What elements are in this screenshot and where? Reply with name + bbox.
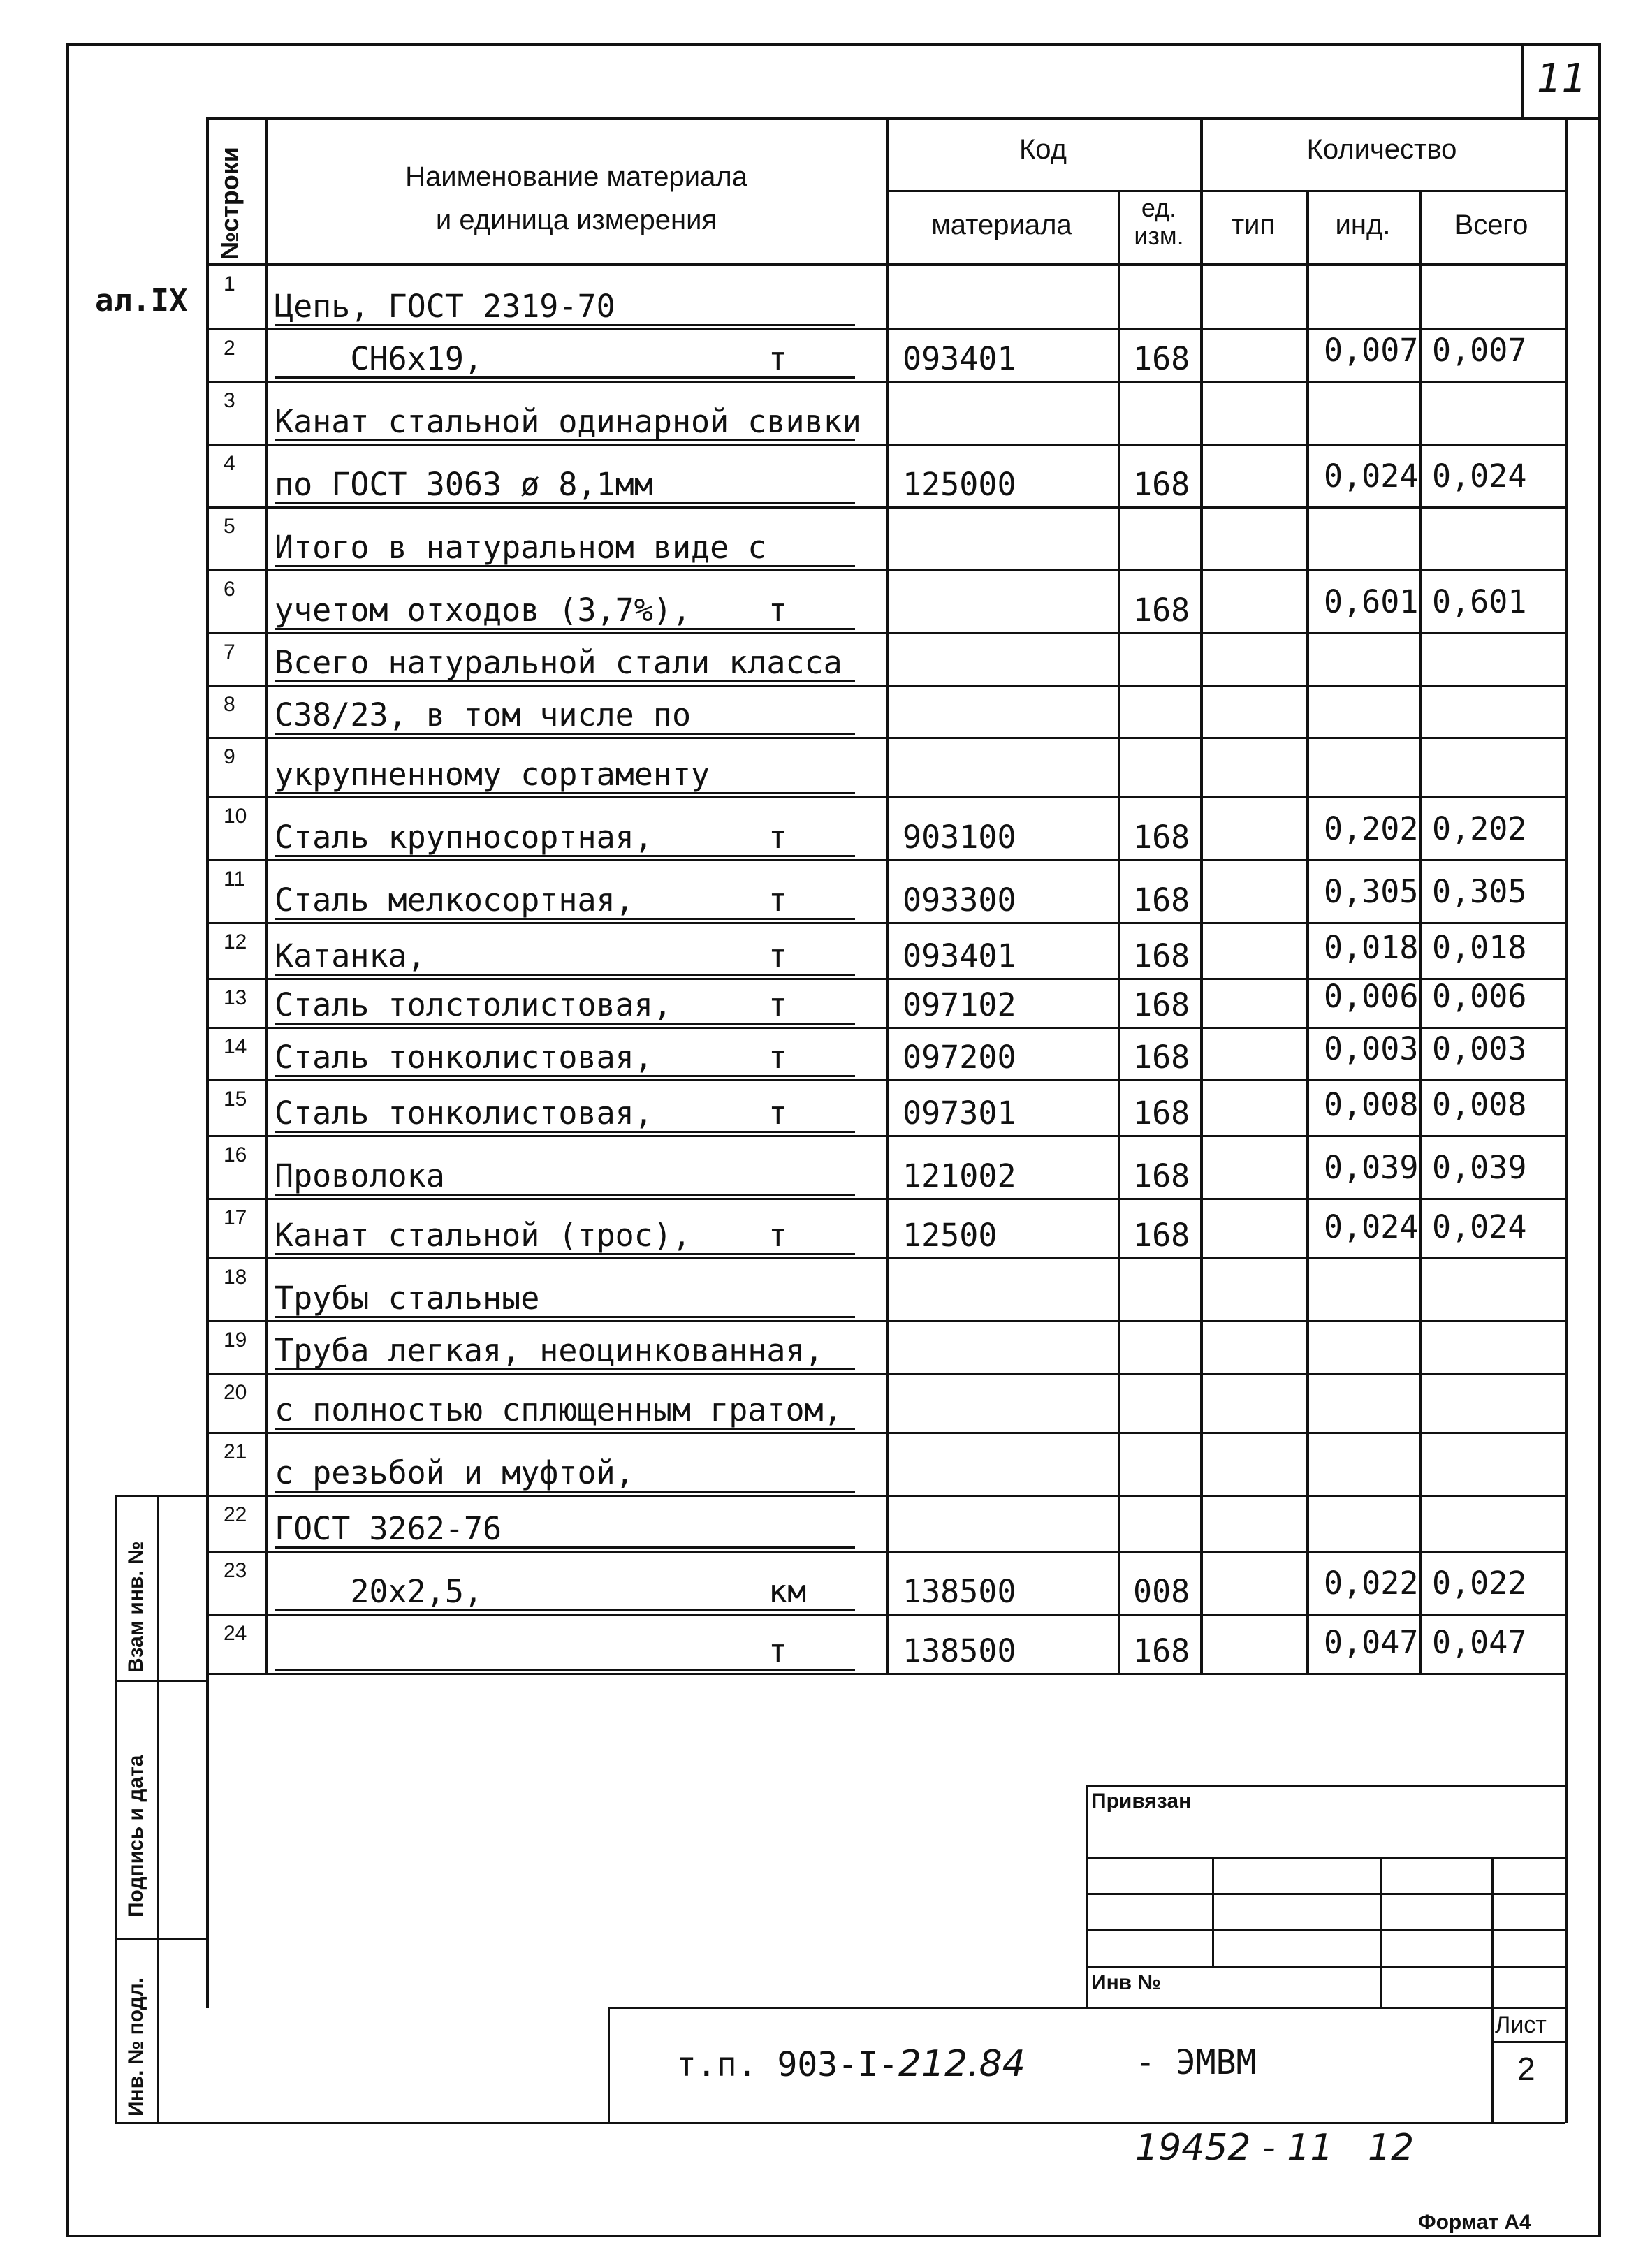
row-unit: 168 bbox=[1133, 1632, 1190, 1669]
row-name: с резьбой и муфтой, bbox=[275, 1454, 634, 1491]
row-name: Трубы стальные bbox=[275, 1280, 540, 1317]
row-line bbox=[206, 328, 1565, 330]
row-name-unit: т bbox=[768, 1632, 788, 1669]
stamp-designation-suffix: - ЭМВМ bbox=[1135, 2043, 1257, 2082]
stamp-designation bbox=[676, 2043, 1025, 2085]
row-name: Канат стальной (трос), bbox=[275, 1217, 692, 1254]
row-unit: 168 bbox=[1133, 1095, 1190, 1132]
row-ind: 0,003 bbox=[1324, 1030, 1419, 1067]
row-ind: 0,202 bbox=[1324, 810, 1419, 847]
row-total: 0,024 bbox=[1432, 458, 1527, 495]
row-name: Сталь крупносортная, bbox=[275, 819, 653, 856]
header-qty: Количество bbox=[1306, 134, 1457, 165]
row-unit: 168 bbox=[1133, 937, 1190, 974]
side-label-vzam: Взам инв. № bbox=[124, 1541, 147, 1673]
row-unit: 168 bbox=[1133, 986, 1190, 1023]
row-unit: 008 bbox=[1133, 1573, 1190, 1610]
row-number: 8 bbox=[224, 693, 235, 716]
row-code: 093401 bbox=[903, 340, 1016, 377]
row-number: 5 bbox=[224, 515, 235, 538]
row-number: 19 bbox=[224, 1329, 247, 1352]
row-number: 22 bbox=[224, 1503, 247, 1526]
row-line bbox=[206, 1320, 1565, 1322]
row-unit: 168 bbox=[1133, 819, 1190, 856]
row-number: 18 bbox=[224, 1266, 247, 1289]
col-line-2 bbox=[886, 117, 889, 1673]
frame-top bbox=[66, 43, 1600, 46]
row-name: Всего натуральной стали класса bbox=[275, 644, 842, 681]
row-line bbox=[206, 1495, 1565, 1497]
row-number: 10 bbox=[224, 805, 247, 828]
col-line-6 bbox=[1419, 190, 1422, 1673]
stamp-inv-no: Инв № bbox=[1091, 1971, 1161, 1994]
header-name bbox=[265, 155, 887, 242]
row-unit: 168 bbox=[1133, 1217, 1190, 1254]
margin-label: ал.IX bbox=[95, 283, 188, 319]
row-name-unit: т bbox=[768, 819, 788, 856]
row-total: 0,024 bbox=[1432, 1208, 1527, 1245]
row-total: 0,202 bbox=[1432, 810, 1527, 847]
row-line bbox=[206, 1614, 1565, 1616]
row-line bbox=[206, 569, 1565, 571]
format-label: Формат А4 bbox=[1418, 2211, 1531, 2234]
row-name: 20х2,5, bbox=[275, 1573, 483, 1610]
row-number: 3 bbox=[224, 389, 235, 412]
row-name: С38/23, в том числе по bbox=[275, 696, 692, 733]
row-line bbox=[206, 381, 1565, 383]
row-line bbox=[206, 1673, 1565, 1675]
row-number: 11 bbox=[224, 868, 246, 891]
row-code: 093401 bbox=[903, 937, 1016, 974]
row-total: 0,039 bbox=[1432, 1149, 1527, 1186]
header-mid-code bbox=[886, 190, 1200, 192]
designation-hand: 212.84 bbox=[898, 2043, 1025, 2085]
row-number: 4 bbox=[224, 452, 235, 475]
stamp-list-value: 2 bbox=[1517, 2051, 1535, 2087]
row-number: 6 bbox=[224, 578, 235, 601]
row-ind: 0,008 bbox=[1324, 1086, 1419, 1123]
row-number: 15 bbox=[224, 1088, 247, 1111]
row-name-unit: т bbox=[768, 1039, 788, 1076]
row-name-unit: т bbox=[768, 592, 788, 629]
row-name-unit: т bbox=[768, 1217, 788, 1254]
side-label-inv-podl: Инв. № подл. bbox=[124, 1977, 147, 2116]
row-name-unit: т bbox=[768, 340, 788, 377]
list-box-left bbox=[1491, 2007, 1494, 2124]
row-name: Цепь, ГОСТ 2319-70 bbox=[275, 288, 615, 325]
row-ind: 0,039 bbox=[1324, 1149, 1419, 1186]
side-box-mid bbox=[157, 1495, 159, 2123]
list-box-mid bbox=[1491, 2041, 1565, 2043]
row-line bbox=[206, 1198, 1565, 1200]
designation-left bbox=[608, 2007, 610, 2124]
row-number: 17 bbox=[224, 1206, 247, 1229]
row-number: 1 bbox=[224, 272, 235, 295]
row-number: 23 bbox=[224, 1559, 247, 1582]
row-ind: 0,047 bbox=[1324, 1624, 1419, 1661]
row-name: Сталь толстолистовая, bbox=[275, 986, 672, 1023]
side-box-top bbox=[115, 1495, 206, 1497]
side-box-div2 bbox=[115, 1938, 206, 1940]
row-ind: 0,007 bbox=[1324, 332, 1419, 369]
side-box-bottom bbox=[115, 2122, 206, 2124]
row-total: 0,008 bbox=[1432, 1086, 1527, 1123]
row-ind: 0,006 bbox=[1324, 978, 1419, 1015]
row-unit: 168 bbox=[1133, 466, 1190, 503]
row-ind: 0,024 bbox=[1324, 1208, 1419, 1245]
col-line-3 bbox=[1118, 190, 1120, 1673]
row-total: 0,018 bbox=[1432, 929, 1527, 966]
row-total: 0,007 bbox=[1432, 332, 1527, 369]
row-code: 093300 bbox=[903, 881, 1016, 919]
row-line bbox=[206, 1079, 1565, 1081]
row-line bbox=[206, 1551, 1565, 1553]
row-number: 13 bbox=[224, 986, 247, 1009]
row-name-unit: т bbox=[768, 986, 788, 1023]
row-number: 7 bbox=[224, 641, 235, 664]
row-name: СН6х19, bbox=[275, 340, 483, 377]
header-rownum: №строки bbox=[215, 147, 244, 260]
header-code: Код bbox=[1019, 134, 1067, 165]
row-name: ГОСТ 3262-76 bbox=[275, 1510, 502, 1547]
row-name: Итого в натуральном виде с bbox=[275, 529, 767, 566]
row-name: Труба легкая, неоцинкованная, bbox=[275, 1332, 824, 1369]
header-qty-total: Всего bbox=[1454, 210, 1528, 240]
row-name-unit: т bbox=[768, 1095, 788, 1132]
row-code: 121002 bbox=[903, 1157, 1016, 1194]
header-code-material: материала bbox=[931, 210, 1072, 240]
row-name: Сталь тонколистовая, bbox=[275, 1095, 653, 1132]
frame-left bbox=[66, 43, 69, 2237]
stamp-privyazan: Привязан bbox=[1091, 1790, 1192, 1813]
row-line bbox=[206, 685, 1565, 687]
stamp-v1 bbox=[1212, 1857, 1214, 1966]
col-line-5 bbox=[1306, 190, 1309, 1673]
row-number: 14 bbox=[224, 1035, 247, 1058]
row-line bbox=[206, 1257, 1565, 1259]
row-code: 097200 bbox=[903, 1039, 1016, 1076]
row-line bbox=[206, 1027, 1565, 1029]
row-line bbox=[206, 506, 1565, 509]
row-name: Сталь мелкосортная, bbox=[275, 881, 634, 919]
row-number: 16 bbox=[224, 1143, 247, 1166]
row-line bbox=[206, 922, 1565, 924]
row-ind: 0,601 bbox=[1324, 583, 1419, 620]
row-name: с полностью сплющенным гратом, bbox=[275, 1391, 842, 1428]
col-line-0 bbox=[206, 117, 209, 2008]
side-box-left bbox=[115, 1495, 117, 2123]
row-unit: 168 bbox=[1133, 1039, 1190, 1076]
row-number: 2 bbox=[224, 337, 235, 360]
row-total: 0,003 bbox=[1432, 1030, 1527, 1067]
row-code: 125000 bbox=[903, 466, 1016, 503]
stamp-list-label: Лист bbox=[1495, 2012, 1547, 2038]
side-box-div1 bbox=[115, 1680, 206, 1682]
row-code: 138500 bbox=[903, 1573, 1016, 1610]
designation-bottom bbox=[206, 2122, 1565, 2124]
row-ind: 0,018 bbox=[1324, 929, 1419, 966]
row-total: 0,022 bbox=[1432, 1565, 1527, 1602]
row-name: Сталь тонколистовая, bbox=[275, 1039, 653, 1076]
stamp-left bbox=[1086, 1785, 1088, 2008]
row-number: 12 bbox=[224, 930, 247, 953]
col-line-7 bbox=[1565, 117, 1568, 2123]
row-name: укрупненному сортаменту bbox=[275, 756, 710, 793]
stamp-v2 bbox=[1380, 1857, 1382, 2008]
row-line bbox=[206, 1432, 1565, 1434]
row-name: по ГОСТ 3063 ø 8,1мм bbox=[275, 466, 653, 503]
header-mid-qty bbox=[1200, 190, 1565, 192]
row-unit: 168 bbox=[1133, 881, 1190, 919]
row-name: Канат стальной одинарной свивки bbox=[275, 403, 861, 440]
row-code: 903100 bbox=[903, 819, 1016, 856]
row-line bbox=[206, 1135, 1565, 1137]
row-line bbox=[206, 444, 1565, 446]
row-code: 097301 bbox=[903, 1095, 1016, 1132]
row-line bbox=[206, 796, 1565, 798]
row-number: 9 bbox=[224, 745, 235, 768]
row-name: Проволока bbox=[275, 1157, 445, 1194]
col-line-4 bbox=[1200, 117, 1203, 1673]
row-code: 097102 bbox=[903, 986, 1016, 1023]
row-name: Катанка, bbox=[275, 937, 426, 974]
row-total: 0,006 bbox=[1432, 978, 1527, 1015]
row-name-unit: т bbox=[768, 937, 788, 974]
col-line-1 bbox=[265, 117, 268, 1673]
header-code-unit bbox=[1118, 194, 1200, 250]
row-number: 24 bbox=[224, 1622, 247, 1645]
row-total: 0,305 bbox=[1432, 873, 1527, 910]
row-name-unit: т bbox=[768, 881, 788, 919]
side-label-podpis: Подпись и дата bbox=[124, 1755, 147, 1917]
row-unit: 168 bbox=[1133, 1157, 1190, 1194]
row-code: 12500 bbox=[903, 1217, 998, 1254]
header-code-unit-text: ед. изм. bbox=[1134, 193, 1184, 250]
header-qty-ind: инд. bbox=[1335, 210, 1391, 240]
row-name-unit: км bbox=[768, 1573, 807, 1610]
row-unit: 168 bbox=[1133, 340, 1190, 377]
designation-top bbox=[608, 2007, 1565, 2009]
designation-prefix: т.п. 903-I- bbox=[676, 2045, 898, 2084]
row-name: учетом отходов (3,7%), bbox=[275, 592, 692, 629]
row-total: 0,047 bbox=[1432, 1624, 1527, 1661]
row-line bbox=[206, 1373, 1565, 1375]
header-qty-type: тип bbox=[1231, 210, 1276, 240]
page-number-box-left bbox=[1521, 43, 1524, 119]
page-number: 11 bbox=[1537, 56, 1587, 101]
row-code: 138500 bbox=[903, 1632, 1016, 1669]
row-line bbox=[206, 737, 1565, 739]
row-unit: 168 bbox=[1133, 592, 1190, 629]
row-ind: 0,024 bbox=[1324, 458, 1419, 495]
stamp-v3 bbox=[1491, 1857, 1494, 2008]
frame-bottom bbox=[66, 2235, 1600, 2237]
row-ind: 0,305 bbox=[1324, 873, 1419, 910]
row-total: 0,601 bbox=[1432, 583, 1527, 620]
header-name-text: Наименование материала и единица измерения bbox=[405, 161, 747, 235]
footer-handwritten: 19452 - 11 12 bbox=[1135, 2127, 1415, 2169]
frame-right bbox=[1598, 43, 1601, 2237]
row-number: 20 bbox=[224, 1381, 247, 1404]
row-line bbox=[206, 859, 1565, 861]
row-ind: 0,022 bbox=[1324, 1565, 1419, 1602]
row-line bbox=[206, 632, 1565, 634]
stamp-top bbox=[1086, 1785, 1565, 1787]
row-number: 21 bbox=[224, 1440, 247, 1463]
